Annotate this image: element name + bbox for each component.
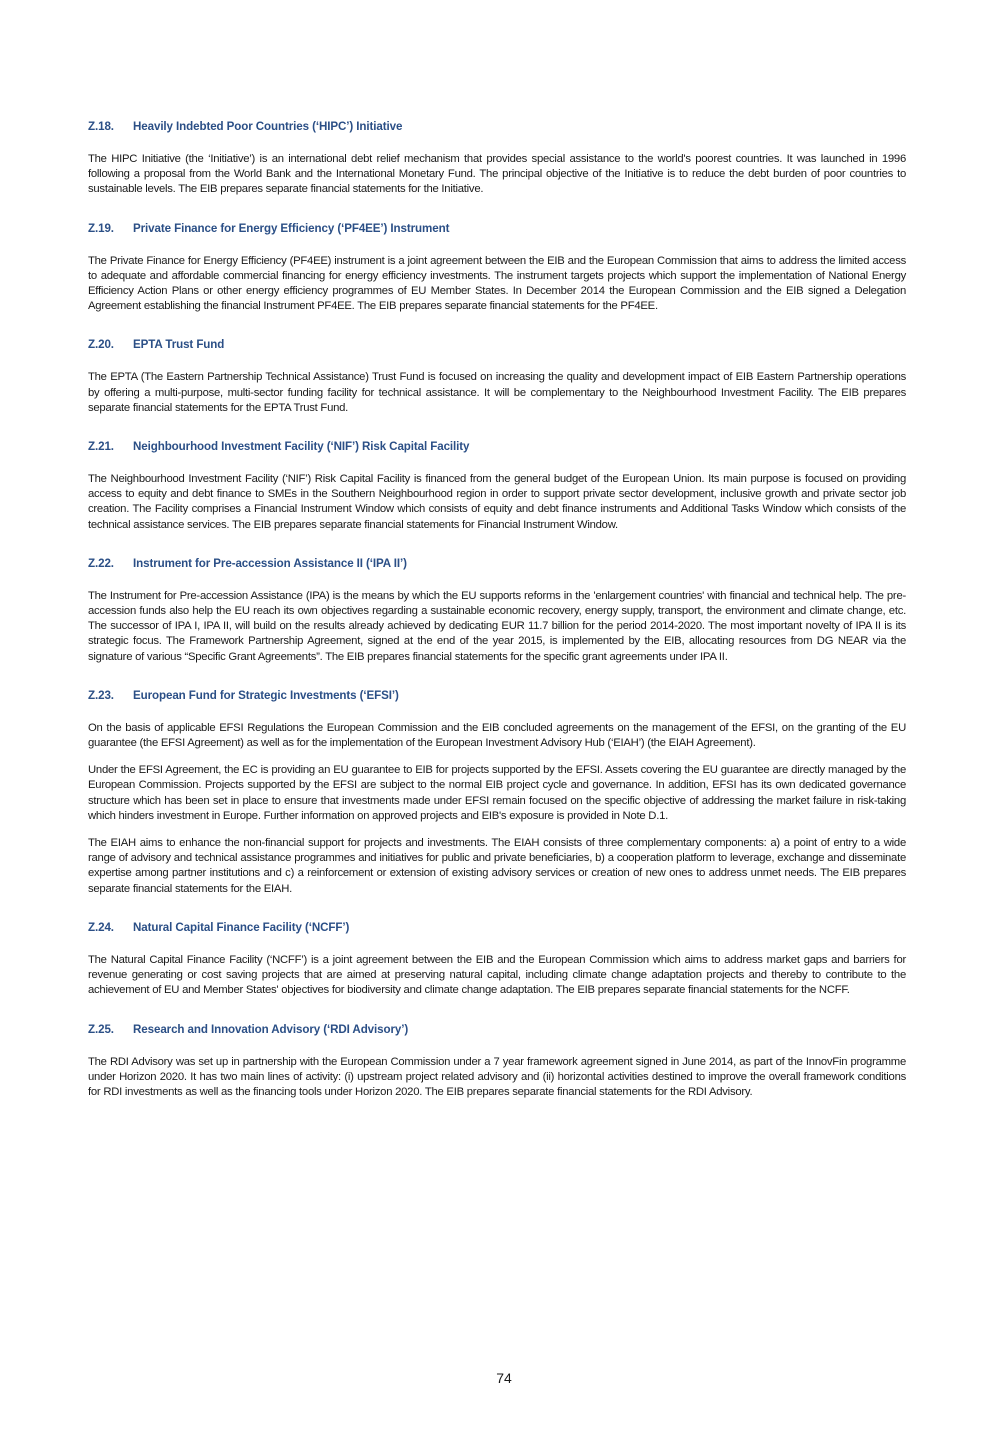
section-number: Z.25. (88, 1022, 114, 1036)
section-heading (88, 557, 906, 570)
section-heading (88, 921, 906, 934)
paragraph: On the basis of applicable EFSI Regulations the European Commission and the EIB concluded agreements on the management of the EFSI, on the granting of the EU guarantee (the EFSI Agreement) as well as for the implementation of the European Investment Advisory Hub (‘EIAH’) (the EIAH Agreement). (88, 721, 906, 750)
paragraph: The EPTA (The Eastern Partnership Technical Assistance) Trust Fund is focused on increasing the quality and development impact of EIB Eastern Partnership operations by offering a multi-purpose, multi-sector funding facility for technical assistance. It will be complementary to the Neighbourhood Investment Facility. The EIB prepares separate financial statements for the EPTA Trust Fund. (88, 371, 906, 414)
paragraph: The EIAH aims to enhance the non-financial support for projects and investments. The EIAH consists of three complementary components: a) a point of entry to a wide range of advisory and technical assistance programmes and initiatives for public and private beneficiaries, b) a cooperation platform to leverage, exchange and disseminate expertise among partner institutions and c) a reinforcement or extension of existing advisory services or creation of new ones to address unmet needs. The EIB prepares separate financial statements for the EIAH. (88, 837, 906, 895)
section-z19 (88, 222, 906, 315)
section-title: Natural Capital Finance Facility (‘NCFF’) (133, 920, 350, 934)
paragraph: Under the EFSI Agreement, the EC is providing an EU guarantee to EIB for projects supported by the EFSI. Assets covering the EU guarantee are directly managed by the European Commission. Projects supported by the EFSI are subject to the normal EIB project cycle and governance. In addition, EFSI has its own dedicated governance structure which has been set in place to ensure that investments made under EFSI remain focused on the specific objective of addressing the market failure in risk-taking which hinders investment in Europe. Further information on approved projects and EIB's exposure is provided in Note D.1. (88, 764, 906, 822)
section-heading (88, 222, 906, 235)
section-title: Neighbourhood Investment Facility (‘NIF’) Risk Capital Facility (133, 440, 470, 454)
section-heading (88, 338, 906, 351)
section-z21 (88, 440, 906, 533)
section-number: Z.22. (88, 556, 114, 570)
section-number: Z.21. (88, 440, 114, 454)
section-z23 (88, 689, 906, 897)
section-z20 (88, 338, 906, 416)
section-heading (88, 440, 906, 453)
section-number: Z.24. (88, 920, 114, 934)
section-title: Heavily Indebted Poor Countries (‘HIPC’) Initiative (133, 120, 403, 133)
section-title: Instrument for Pre-accession Assistance II (‘IPA II’) (133, 556, 407, 570)
paragraph: The HIPC Initiative (the ‘Initiative’) is an international debt relief mechanism that provides special assistance to the world's poorest countries. It was launched in 1996 following a proposal from the World Bank and the International Monetary Fund. The principal objective of the Initiative is to reduce the debt burden of poor countries to sustainable levels. The EIB prepares separate financial statements for the Initiative. (88, 153, 906, 196)
section-heading (88, 689, 906, 702)
paragraph: The Neighbourhood Investment Facility (‘NIF’) Risk Capital Facility is financed from the general budget of the European Union. Its main purpose is focused on providing access to equity and debt finance to SMEs in the Southern Neighbourhood region in order to support private sector development, inclusive growth and private sector job creation. The Facility comprises a Financial Instrument Window which consists of equity and debt finance instruments and Additional Tasks Window which consists of the technical assistance services. The EIB prepares separate financial statements for Financial Instrument Window. (88, 473, 906, 531)
section-number: Z.23. (88, 688, 114, 702)
paragraph: The Private Finance for Energy Efficiency (PF4EE) instrument is a joint agreement between the EIB and the European Commission that aims to address the limited access to adequate and affordable commercial financing for energy efficiency investments. The instrument targets projects which support the implementation of National Energy Efficiency Action Plans or other energy efficiency programmes of EU Member States. In December 2014 the European Commission and the EIB signed a Delegation Agreement establishing the financial Instrument PF4EE. The EIB prepares separate financial statements for the PF4EE. (88, 254, 906, 313)
section-z22 (88, 557, 906, 665)
section-z25 (88, 1023, 906, 1101)
section-z24 (88, 921, 906, 999)
section-number: Z.18. (88, 120, 114, 133)
paragraph: The RDI Advisory was set up in partnership with the European Commission under a 7 year framework agreement signed in June 2014, as part of the InnovFin programme under Horizon 2020. It has two main lines of activity: (i) upstream project related advisory and (ii) horizontal activities destined to improve the overall framework conditions for RDI investments as well as the financing tools under Horizon 2020. The EIB prepares separate financial statements for the RDI Advisory. (88, 1055, 906, 1098)
section-z18 (88, 120, 906, 198)
section-title: Private Finance for Energy Efficiency (‘PF4EE’) Instrument (133, 221, 450, 235)
page-body (88, 120, 906, 1124)
paragraph: The Instrument for Pre-accession Assistance (IPA) is the means by which the EU supports reforms in the 'enlargement countries' with financial and technical help. The pre-accession funds also help the EU reach its own objectives regarding a sustainable economic recovery, energy supply, transport, the environment and climate change, etc. The successor of IPA I, IPA II, will build on the results already achieved by dedicating EUR 11.7 billion for the period 2014-2020. The most important novelty of IPA II is its strategic focus. The Framework Partnership Agreement, signed at the end of the year 2015, is implemented by the EIB, allocating resources from DG NEAR via the signature of various “Specific Grant Agreements”. The EIB prepares financial statements for the specific grant agreements under IPA II. (88, 589, 906, 663)
section-title: Research and Innovation Advisory (‘RDI Advisory’) (133, 1022, 409, 1036)
section-title: European Fund for Strategic Investments (‘EFSI’) (133, 688, 399, 702)
section-heading (88, 1023, 906, 1036)
section-heading (88, 120, 906, 133)
section-title: EPTA Trust Fund (133, 338, 225, 352)
section-number: Z.20. (88, 338, 114, 352)
page-number: 74 (496, 1370, 512, 1386)
paragraph: The Natural Capital Finance Facility (‘NCFF’) is a joint agreement between the EIB and the European Commission which aims to address market gaps and barriers for revenue generating or cost saving projects that are aimed at preserving natural capital, including climate change adaptation projects and thereby to contribute to the achievement of EU and Member States' objectives for biodiversity and climate change adaptation. The EIB prepares separate financial statements for the NCFF. (88, 953, 906, 997)
section-number: Z.19. (88, 221, 114, 235)
